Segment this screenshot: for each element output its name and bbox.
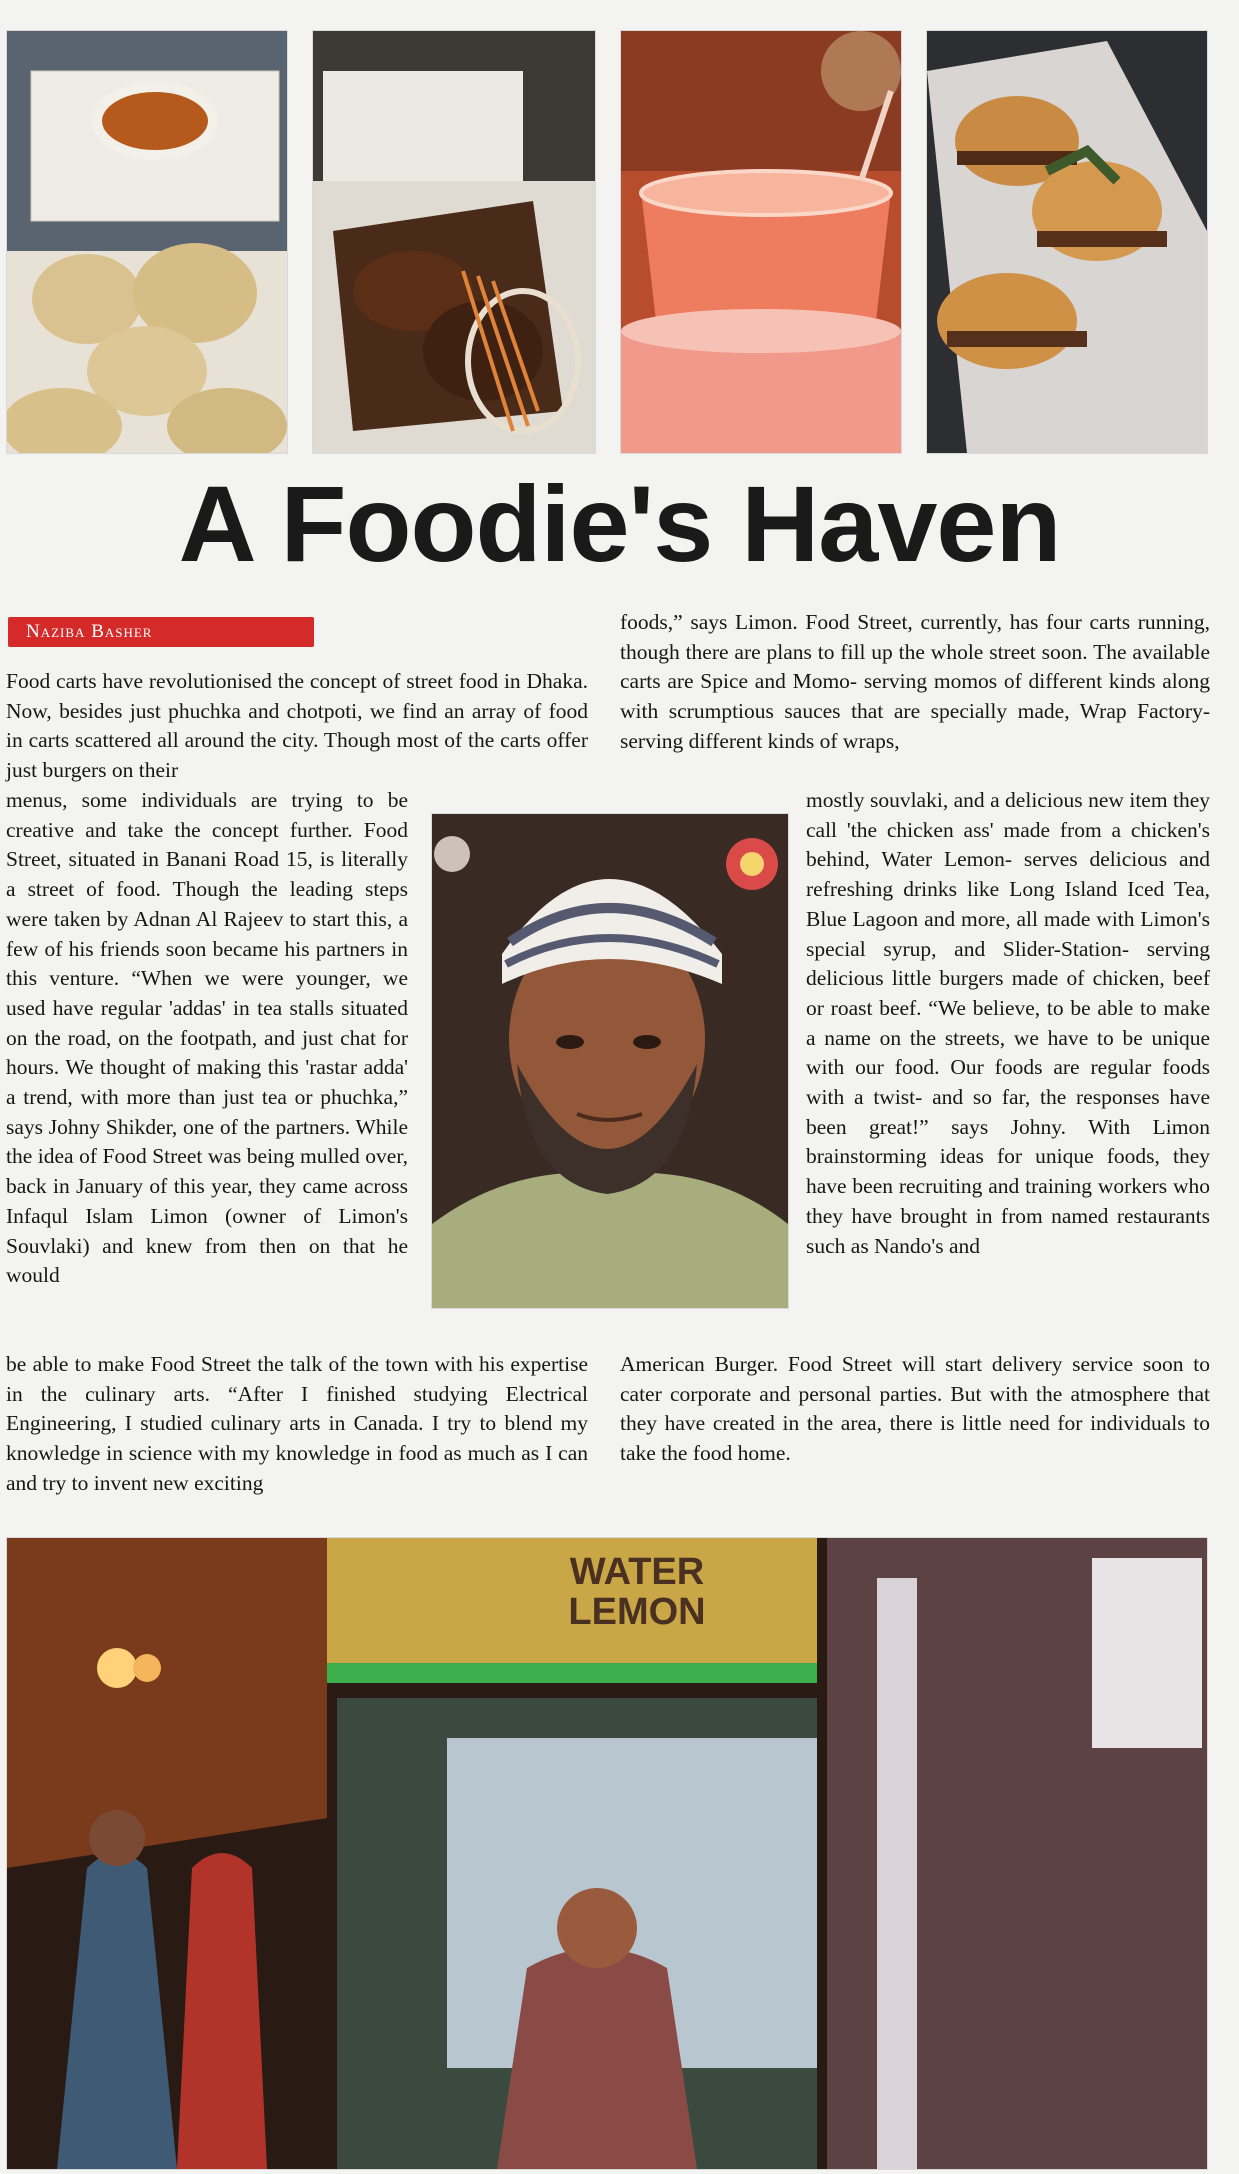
body-left-wrap [6, 786, 408, 1291]
paragraph: mostly souvlaki, and a delicious new item they call 'the chicken ass' made from a chicken's behind, Water Lemon- serves delicious and refreshing drinks like Long Island Iced Tea, Blue Lagoon and more, all made with Limon's special syrup, and Slider-Station- serving delicious little burgers made of chicken, beef or roast beef. “We believe, to be able to make a name on the streets, we have to be unique with our food. Our foods are regular foods with a twist- and so far, the responses have been great!” says Johny. With Limon brainstorming ideas for unique foods, they have been recruiting and training workers who they have brought in from named restaurants such as Nando's and [806, 788, 1210, 1258]
body-right-bottom [620, 1350, 1210, 1469]
slider-burgers-photo [926, 30, 1208, 454]
iced-drinks-photo [620, 30, 902, 454]
paragraph: foods,” says Limon. Food Street, currently, has four carts running, though there are plans to fill up the whole street soon. The available carts are Spice and Momo- serving momos of different kinds along with scrumptious sauces that are specially made, Wrap Factory- serving different kinds of wraps, [620, 610, 1210, 753]
body-right-wrap [806, 786, 1210, 1261]
paragraph: Food carts have revolutionised the concept of street food in Dhaka. Now, besides just phuchka and chotpoti, we find an array of food in carts scattered all around the city. Though most of the carts offer just burgers on their [6, 669, 588, 783]
headline: A Foodie's Haven [178, 463, 1061, 584]
body-right-top [620, 608, 1210, 757]
cart-sign: WATER LEMON [568, 1551, 706, 1633]
food-cart-night-photo [6, 1537, 1208, 2170]
portrait-photo [431, 813, 789, 1309]
momo-photo [6, 30, 288, 454]
paragraph: menus, some individuals are trying to be creative and take the concept further. Food Street, situated in Banani Road 15, is literally a street of food. Though the leading steps were taken by Adnan Al Rajeev to start this, a few of his friends soon became his partners in this venture. “When we were younger, we used have regular 'addas' in tea stalls situated on the road, on the footpath, and just chat for hours. We thought of making this 'rastar adda' a trend, with more than just tea or phuchka,” says Johny Shikder, one of the partners. While the idea of Food Street was being mulled over, back in January of this year, they came across Infaqul Islam Limon (owner of Limon's Souvlaki) and knew from then on that he would [6, 788, 408, 1288]
grilled-chicken-photo [312, 30, 596, 454]
body-left-bottom [6, 1350, 588, 1499]
byline: Naziba Basher [8, 617, 314, 647]
paragraph: American Burger. Food Street will start delivery service soon to cater corporate and personal parties. But with the atmosphere that they have created in the area, there is little need for individuals to take the food home. [620, 1352, 1210, 1466]
body-left-top [6, 667, 588, 786]
paragraph: be able to make Food Street the talk of the town with his expertise in the culinary arts. “After I finished studying Electrical Engineering, I studied culinary arts in Canada. I try to blend my knowledge in science with my knowledge in food as much as I can and try to invent new exciting [6, 1352, 588, 1495]
